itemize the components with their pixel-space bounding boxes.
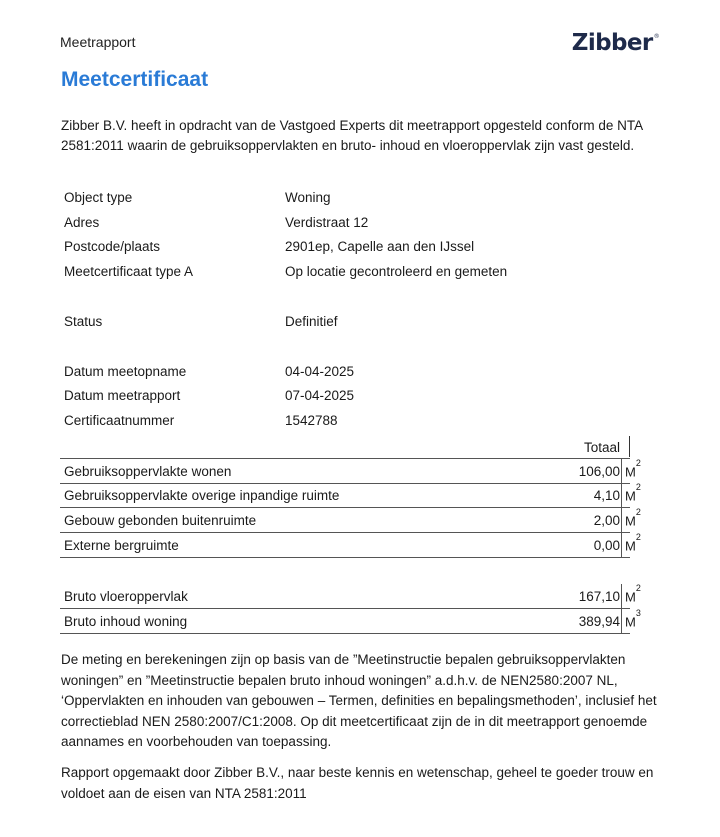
area-value: 106,00	[578, 464, 620, 479]
area-row-gross-floor	[60, 583, 641, 609]
area-row-outdoor	[60, 507, 641, 533]
unit-divider	[621, 533, 622, 557]
column-divider	[629, 436, 630, 457]
area-unit: $M^2$	[625, 458, 641, 480]
info-label: Adres	[64, 215, 100, 230]
unit-divider	[621, 508, 622, 532]
closing-paragraph: Rapport opgemaakt door Zibber B.V., naar beste kennis en wetenschap, geheel te goeder trouw en voldoet aan de eisen van NTA 2581:2011	[61, 765, 654, 801]
area-row-gross-volume	[60, 608, 641, 634]
report-label: Meetrapport	[60, 34, 136, 50]
info-value: 1542788	[285, 413, 338, 428]
area-value: 0,00	[593, 538, 620, 553]
info-label: Meetcertificaat type A	[64, 264, 194, 279]
unit-divider	[621, 609, 622, 633]
area-unit: $M^2$	[625, 507, 641, 529]
total-column-header: Totaal	[583, 440, 620, 455]
method-paragraph: De meting en berekeningen zijn op basis van de ”Meetinstructie bepalen gebruiksoppervlakten woningen” en ”Meetinstructie bepalen bruto inhoud woningen” a.d.h.v. de NEN2580:2007 NL, ‘Oppervlakten en inhouden van gebouwen – Termen, definities en bepalingsmethoden’, inclusief het correctieblad NEN 2580:2007/C1:2008. Op dit meetcertificaat zijn de in dit meetrapport genoemde aannames en voorbehouden van toepassing.	[61, 652, 657, 749]
info-label: Datum meetrapport	[64, 388, 181, 403]
unit-divider	[621, 483, 622, 507]
info-label: Datum meetopname	[64, 364, 187, 379]
info-value: 07-04-2025	[285, 388, 355, 403]
area-label: Gebouw gebonden buitenruimte	[64, 513, 257, 528]
area-label: Externe bergruimte	[64, 538, 179, 553]
area-label: Bruto vloeroppervlak	[64, 589, 188, 604]
area-value: 2,00	[593, 513, 620, 528]
area-label: Bruto inhoud woning	[64, 614, 188, 629]
info-value: Op locatie gecontroleerd en gemeten	[285, 264, 508, 279]
area-row-other-indoor	[60, 482, 641, 508]
area-unit: $M^2$	[625, 482, 641, 504]
page-title: Meetcertificaat	[61, 68, 209, 91]
area-row-living	[60, 458, 641, 484]
area-value: 167,10	[578, 589, 620, 604]
info-value: Verdistraat 12	[285, 215, 369, 230]
intro-paragraph: Zibber B.V. heeft in opdracht van de Vastgoed Experts dit meetrapport opgesteld conform de NTA 2581:2011 waarin de gebruiksoppervlakten en bruto- inhoud en vloeroppervlak zijn vast gesteld.	[61, 118, 643, 153]
info-label: Certificaatnummer	[64, 413, 175, 428]
zibber-logo	[572, 30, 659, 56]
area-label: Gebruiksoppervlakte overige inpandige ruimte	[64, 488, 340, 503]
info-value: Woning	[285, 190, 331, 205]
info-label: Postcode/plaats	[64, 239, 161, 254]
info-value: 2901ep, Capelle aan den IJssel	[285, 239, 475, 254]
info-value: Definitief	[285, 314, 338, 329]
area-row-external-storage	[60, 532, 641, 558]
area-value: 389,94	[578, 614, 620, 629]
area-label: Gebruiksoppervlakte wonen	[64, 464, 232, 479]
registered-mark: ®	[653, 33, 659, 40]
info-label: Status	[64, 314, 103, 329]
info-label: Object type	[64, 190, 133, 205]
area-unit: $M^3$	[625, 608, 641, 630]
logo-text: Zibber	[571, 30, 653, 56]
info-value: 04-04-2025	[285, 364, 355, 379]
area-unit: $M^2$	[625, 583, 641, 605]
unit-divider	[621, 584, 622, 608]
area-value: 4,10	[593, 488, 620, 503]
area-unit: $M^2$	[625, 532, 641, 554]
unit-divider	[621, 459, 622, 483]
